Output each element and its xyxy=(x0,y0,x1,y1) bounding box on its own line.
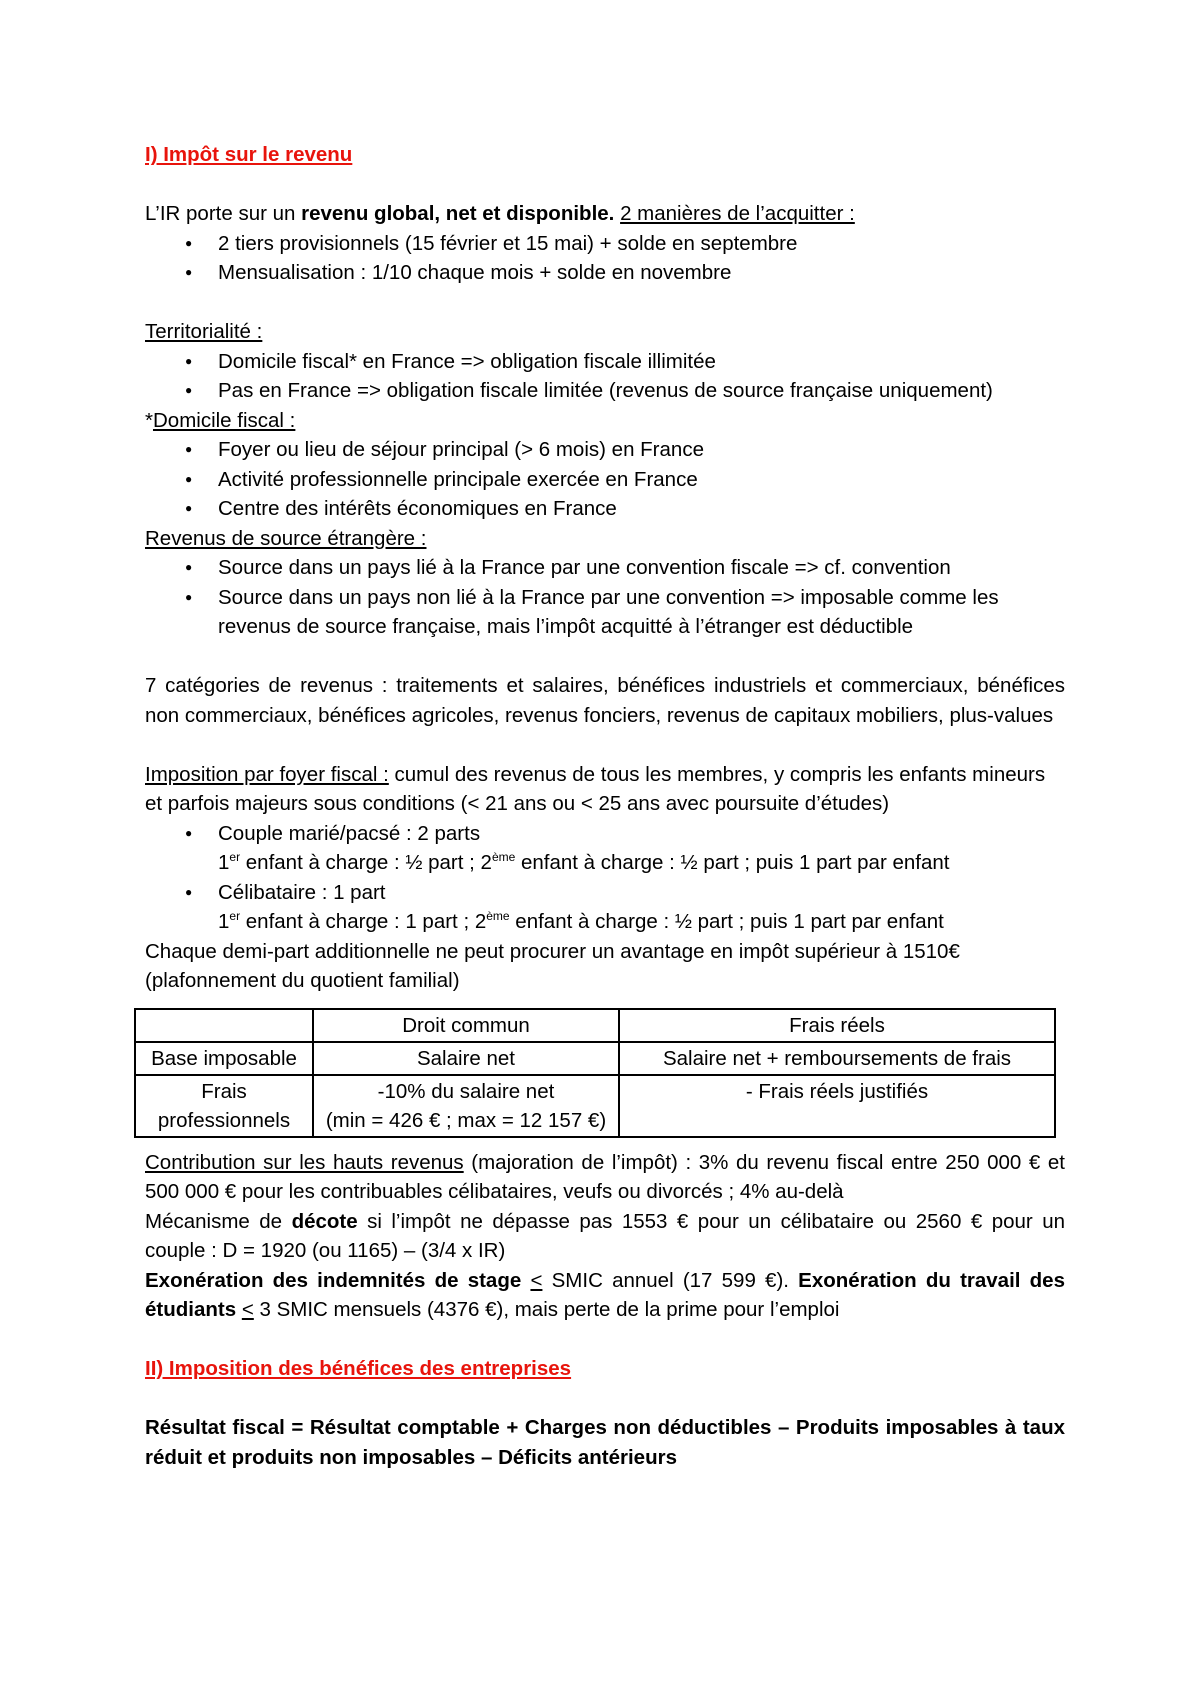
superscript: er xyxy=(229,850,241,865)
table-header: Droit commun xyxy=(313,1009,619,1042)
text: enfant à charge : ½ part ; puis 1 part par enfant xyxy=(509,910,944,933)
cell-line: professionnels xyxy=(157,1108,291,1132)
list-item: ● Activité professionnelle principale exercée en France xyxy=(185,465,1065,495)
text: enfant à charge : ½ part ; 2 xyxy=(240,851,492,874)
text: Mécanisme de xyxy=(145,1209,292,1233)
foreign-income-list xyxy=(145,553,1065,642)
demi-part-paragraph: Chaque demi-part additionnelle ne peut procurer un avantage en impôt supérieur à 1510€ (plafonnement du quotient familial) xyxy=(145,939,960,992)
cell-line: (min = 426 € ; max = 12 157 €) xyxy=(325,1108,607,1132)
parts-list-2 xyxy=(145,878,1065,908)
superscript: ème xyxy=(486,909,510,924)
list-item: ● Foyer ou lieu de séjour principal (> 6 mois) en France xyxy=(185,435,1065,465)
parts-list xyxy=(145,819,1065,849)
contribution-paragraph xyxy=(145,1148,1065,1207)
cell-line: -10% du salaire net xyxy=(377,1079,555,1103)
text: enfant à charge : 1 part ; 2 xyxy=(240,910,487,933)
ir-intro-underlined: 2 manières de l’acquitter : xyxy=(620,202,855,225)
text: 1 xyxy=(218,851,230,874)
foyer-fiscal-paragraph xyxy=(145,760,1065,819)
ir-intro xyxy=(145,199,1065,229)
decote-bold: décote xyxy=(291,1209,358,1233)
ir-intro-bold: revenu global, net et disponible. xyxy=(301,202,615,225)
foreign-income-heading: Revenus de source étrangère : xyxy=(145,526,427,550)
text: si l’impôt ne dépasse pas 1553 € pour un célibataire ou 2560 € pour un couple : D = 1920 (ou 1165) – (3/4 x IR) xyxy=(145,1209,1065,1262)
territoriality-heading: Territorialité : xyxy=(145,320,263,343)
lte-symbol: < xyxy=(530,1268,543,1292)
table-header: Frais réels xyxy=(619,1009,1055,1042)
table-cell xyxy=(313,1075,619,1137)
asterisk: * xyxy=(145,408,153,432)
list-item: ● Pas en France => obligation fiscale limitée (revenus de source française uniquement) xyxy=(185,376,1065,406)
exoneration-bold: Exonération du travail des étudiants xyxy=(145,1268,1065,1321)
foyer-fiscal-text: cumul des revenus de tous les membres, y compris les enfants mineurs et parfois majeurs sous conditions (< 21 ans ou < 25 ans avec poursuite d’études) xyxy=(145,762,1046,815)
income-categories: 7 catégories de revenus : traitements et salaires, bénéfices industriels et commerciaux, bénéfices non commerciaux, bénéfices agricoles, revenus fonciers, revenus de capitaux mobiliers, plus-values xyxy=(145,674,1065,727)
table-row xyxy=(135,1075,1055,1137)
single-children-line xyxy=(145,907,1065,937)
lte-symbol: < xyxy=(241,1298,254,1321)
couple-children-line xyxy=(145,848,1065,878)
document-page xyxy=(145,140,1065,1472)
superscript: er xyxy=(229,909,241,924)
list-item: ● Source dans un pays lié à la France par une convention fiscale => cf. convention xyxy=(185,553,1065,583)
section-1-title: I) Impôt sur le revenu xyxy=(145,143,353,166)
text: 3 SMIC mensuels (4376 €), mais perte de la prime pour l’emploi xyxy=(253,1298,840,1321)
list-item: ● Célibataire : 1 part xyxy=(185,878,1065,908)
fiscal-result-formula: Résultat fiscal = Résultat comptable + Charges non déductibles – Produits imposables à taux réduit et produits non imposables – Déficits antérieurs xyxy=(145,1416,1065,1469)
list-item: ● Source dans un pays non lié à la France par une convention => imposable comme les revenus de source française, mais l’impôt acquitté à l’étranger est déductible xyxy=(185,583,1065,642)
list-item: ● Mensualisation : 1/10 chaque mois + solde en novembre xyxy=(185,258,1065,288)
list-item: ● 2 tiers provisionnels (15 février et 15 mai) + solde en septembre xyxy=(185,229,1065,259)
exoneration-bold: Exonération des indemnités de stage xyxy=(145,1268,531,1292)
table-cell: Salaire net + remboursements de frais xyxy=(619,1042,1055,1075)
list-item: ● Couple marié/pacsé : 2 parts xyxy=(185,819,1065,849)
table-cell: Salaire net xyxy=(313,1042,619,1075)
table-cell: Base imposable xyxy=(135,1042,313,1075)
territoriality-list xyxy=(145,347,1065,406)
text: enfant à charge : ½ part ; puis 1 part par enfant xyxy=(515,851,950,874)
table-cell xyxy=(135,1009,313,1042)
deduction-table xyxy=(134,1008,1056,1138)
domicile-list xyxy=(145,435,1065,524)
table-cell: - Frais réels justifiés xyxy=(619,1075,1055,1137)
contribution-heading: Contribution sur les hauts revenus xyxy=(145,1150,464,1174)
section-2-title: II) Imposition des bénéfices des entreprises xyxy=(145,1357,572,1380)
ir-intro-text: L’IR porte sur un xyxy=(145,202,302,225)
table-row xyxy=(135,1042,1055,1075)
foyer-fiscal-heading: Imposition par foyer fiscal : xyxy=(145,762,389,786)
payment-list xyxy=(145,229,1065,288)
superscript: ème xyxy=(491,850,516,865)
text: 1 xyxy=(218,910,230,933)
exoneration-paragraph xyxy=(145,1266,1065,1325)
contribution-text: (majoration de l’impôt) : 3% du revenu fiscal entre 250 000 € et 500 000 € pour les contribuables célibataires, veufs ou divorcés ; 4% au-delà xyxy=(145,1150,1065,1203)
cell-line: Frais xyxy=(201,1079,247,1103)
list-item: ● Domicile fiscal* en France => obligation fiscale illimitée xyxy=(185,347,1065,377)
decote-paragraph xyxy=(145,1207,1065,1266)
text: SMIC annuel (17 599 €). xyxy=(542,1268,799,1292)
domicile-heading xyxy=(145,406,1065,436)
table-row xyxy=(135,1009,1055,1042)
list-item: ● Centre des intérêts économiques en France xyxy=(185,494,1065,524)
domicile-heading-text: Domicile fiscal : xyxy=(152,408,296,432)
table-cell xyxy=(135,1075,313,1137)
